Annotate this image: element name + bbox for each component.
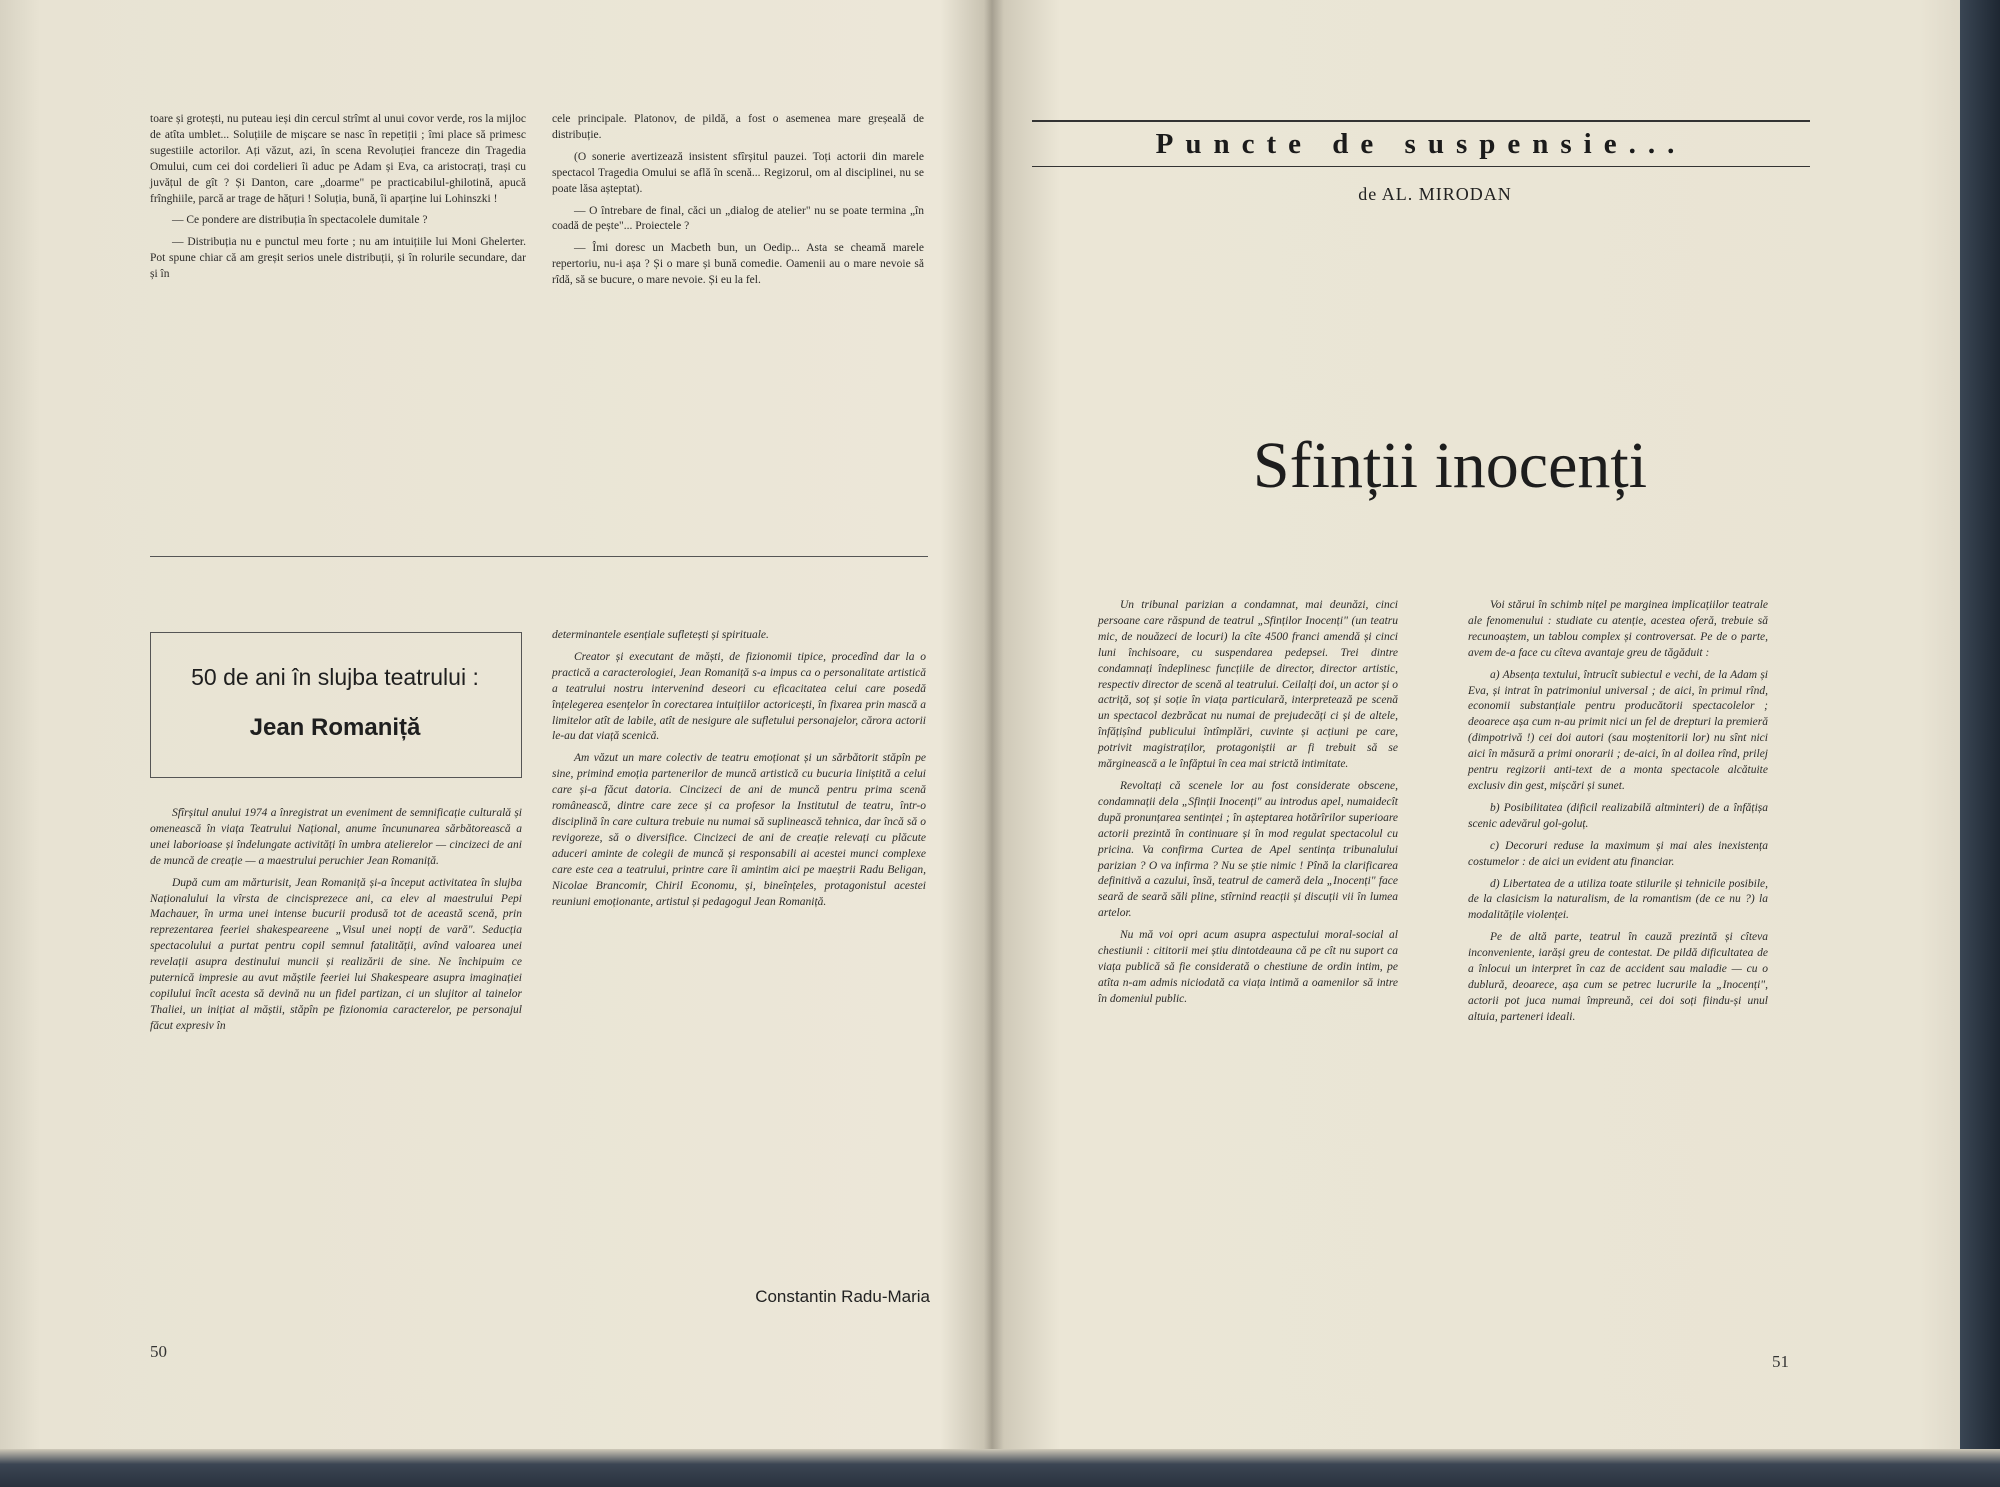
- right-column-2: [1468, 598, 1768, 1032]
- paragraph: Un tribunal parizian a condamnat, mai deunăzi, cinci persoane care răspund de teatrul „Sfinților Inocenți" (un teatru mic, de nouăzeci de locuri) la cîte 4500 franci amendă și cinci luni închisoare, cu suspendarea pedepsei. Trei dintre condamnați îndeplinesc funcțiile de director, director artistic, respectiv director de scenă al teatrului. Ceilalți doi, un actor și o actriță, soț și soție în viața particulară, interpretează pe scenă un spectacol dezbrăcat nu numai de prejudecăți ci și de altele, înfățișînd publicului întîmplări, cuvinte și acțiuni pe care, potrivit magistraților, protagoniștii ar fi trebuit să se mărginească a le înfăptui în cea mai strictă intimitate.: [1098, 599, 1398, 771]
- paragraph: (O sonerie avertizează insistent sfîrșitul pauzei. Toți actorii din marele spectacol Tragedia Omului se află în scenă... Regizorul, om al disciplinei, nu se poate lăsa așteptat).: [552, 150, 924, 195]
- paragraph: Voi stărui în schimb nițel pe marginea implicațiilor teatrale ale fenomenului : studiate cu atenție, acestea oferă, trebuie să recunoaștem, un tablou complex și controversat. Pe de o parte, avem de-a face cu cîteva avantaje greu de tăgăduit :: [1468, 599, 1768, 659]
- article-title-name: Jean Romaniță: [249, 714, 421, 741]
- section-divider: [150, 556, 928, 557]
- paragraph: Pe de altă parte, teatrul în cauză prezintă și cîteva inconveniente, iarăși greu de contestat. De pildă dificultatea de a înlocui un interpret în caz de accident sau maladie — cu o dublură, deoarece, așa cum se petrec lucrurile la „Inocenți", actorii pot juca numai împreună, cei doi soți fiindu-și unul altuia, parteneri ideali.: [1468, 931, 1768, 1023]
- page-number-right: 51: [1772, 1352, 1789, 1371]
- paragraph: a) Absența textului, întrucît subiectul e vechi, de la Adam și Eva, și intrat în patrimoniul universal ; de aici, în primul rînd, economii substanțiale pentru producătorii spectacolelor ; deoarece așa cum n-au primit nici un fel de drepturi la premieră (dimpotrivă !) cei doi autori (sau moștenitorii lor) nu sînt nici aici în măsură a primi onorarii ; de-aici, în al doilea rînd, prilej pentru regizorii anti-text de a monta spectacole alcătuite exclusiv din gest, mișcări și sunet.: [1468, 668, 1768, 792]
- paragraph: Am văzut un mare colectiv de teatru emoționat și un sărbătorit stăpîn pe sine, primind emoția partenerilor de muncă artistică cu bucuria liniștită a celui care și-a făcut datoria. Cincizeci de ani de muncă pentru prima scenă românească, dintre care zece și ca profesor la Institutul de teatru, într-o disciplină în care cultura trebuie nu numai să suplinească tehnica, dar încă să o revigoreze, să o diversifice. Cincizeci de ani de creație relevați cu plăcute aduceri aminte de colegii de muncă și responsabili ai acestei munci complexe care este cea a teatrului, printre care îi amintim aici pe maeștrii Radu Beligan, Nicolae Brancomir, Chiril Economu, și, bineînțeles, protagonistul acestei reuniuni emoționante, artistul și pedagogul Jean Romaniță.: [552, 752, 926, 908]
- paragraph: b) Posibilitatea (dificil realizabilă altminteri) de a înfățișa scenic adevărul gol-goluț.: [1468, 801, 1768, 830]
- paragraph: cele principale. Platonov, de pildă, a fost o asemenea mare greșeală de distribuție.: [552, 113, 924, 141]
- paragraph: — Ce pondere are distribuția în spectacolele dumitale ?: [172, 214, 428, 227]
- page-number-left: 50: [150, 1342, 167, 1361]
- book-binding-edge: [1960, 0, 2000, 1487]
- paragraph: determinantele esențiale sufletești și spirituale.: [552, 629, 769, 641]
- paragraph: toare și grotești, nu puteau ieși din cercul strîmt al unui covor verde, ros la mijloc de atîta umblet... Soluțiile de mișcare se nasc în repetiții ; îmi place să primesc sugestiile actorilor. Ați văzut, azi, în scena Revoluției franceze din Tragedia Omului, cum cei doi cordelieri îi aduc pe Adam și Eva, ca aristocrați, trași cu juvățul de gît ? Și Danton, care „doarme" pe practicabilul-ghilotină, apucă frînghiile, parcă ar trage de hățuri ! Soluția, bună, îi aparține lui Lohinszki !: [150, 113, 526, 205]
- paragraph: După cum am mărturisit, Jean Romaniță și-a început activitatea în slujba Naționalului la vîrsta de cincisprezece ani, ca elev al maestrului Pepi Machauer, în urma unei intense bucurii produsă tot de această scenă, prin reprezentarea feeriei shakespeareene „Visul unei nopți de vară". Seducția spectacolului a purtat pentru copil semnul fatalității, avînd valoarea unei revelații asupra destinului muncii și realizării de sine. Ne închipuim ce puternică impresie au avut măștile feeriei lui Shakespeare asupra imaginației copilului încît acesta să devină nu un fidel partizan, ci un slujitor al tainelor Thaliei, un inițiat al măștii, stăpîn pe fizionomia caracterelor, pe personajul făcut expresiv în: [150, 876, 522, 1032]
- article-signature: Constantin Radu-Maria: [755, 1287, 930, 1306]
- paragraph: — Îmi doresc un Macbeth bun, un Oedip... Asta se cheamă marele repertoriu, nu-i așa ? Și o mare și bună comedie. Oamenii au o mare nevoie să rîdă, să se bucure, o mare nevoie. Și eu la fel.: [552, 242, 924, 287]
- banner-title: Puncte de suspensie...: [1155, 128, 1687, 160]
- left-bottom-column-2: [552, 628, 926, 916]
- paragraph: d) Libertatea de a utiliza toate stilurile și tehnicile posibile, de la clasicism la naturalism, de la romantism (de ce nu ?) la modalitățile violenței.: [1468, 877, 1768, 922]
- paragraph: Revoltați că scenele lor au fost considerate obscene, condamnații dela „Sfinții Inocenți" au introdus apel, numaidecît după pronunțarea sentinței ; în așteptarea hotărîrilor superioare actorii prezintă în continuare și în mod regulat spectacolul cu pricina. Va confirma Curtea de Apel sentința tribunalului parizian ? O va infirma ? Nu se știe nimic ! Pînă la clarificarea definitivă a cazului, însă, teatrul de cameră dela „Inocenți" face seară de seară săli pline, stîrnind reacții și discuții vii în lumea artelor.: [1098, 779, 1398, 920]
- left-top-column-2: [552, 112, 924, 295]
- article-title-box: [150, 632, 522, 778]
- left-top-column-1: [150, 112, 526, 289]
- article-title: Sfinții inocenți: [1252, 429, 1648, 502]
- book-bottom-edge: [0, 1449, 2000, 1487]
- author-byline: de AL. MIRODAN: [1358, 184, 1512, 204]
- paragraph: — O întrebare de final, căci un „dialog de atelier" nu se poate termina „în coadă de pește"... Proiectele ?: [552, 204, 924, 233]
- left-bottom-column-1: [150, 806, 522, 1041]
- section-banner: [1032, 120, 1810, 167]
- paragraph: c) Decoruri reduse la maximum și mai ales inexistența costumelor : de aici un evident atu financiar.: [1468, 839, 1768, 868]
- right-column-1: [1098, 598, 1398, 1014]
- paragraph: Nu mă voi opri acum asupra aspectului moral-social al chestiunii : cititorii mei știu dintotdeauna că pe cît nu suport ca viața publică să fie considerată o chestiune de ordin intim, pe atîta n-am admis niciodată ca viața intimă a oamenilor să intre în domeniul public.: [1098, 929, 1398, 1005]
- article-title-line1: 50 de ani în slujba teatrului :: [191, 664, 479, 690]
- paragraph: Sfîrșitul anului 1974 a înregistrat un eveniment de semnificație culturală și omenească în viața Teatrului Național, anume încununarea sărbătorească a unei laborioase și îndelungate activități în umbra atelierelor — cincizeci de ani de muncă de creație — a maestrului peruchier Jean Romaniță.: [150, 807, 522, 867]
- paragraph: Creator și executant de măști, de fizionomii tipice, procedînd dar la o practică a caracterologiei, Jean Romaniță s-a impus ca o personalitate artistică a teatrului nostru intervenind deseori cu eficacitatea celui care posedă înțelegerea esențelor în corectarea intuițiilor actoricești, în fixarea prin mască a limitelor atît de labile, atît de nesigure ale sufletului personajelor, cărora actorii le-au dat viață scenică.: [552, 650, 926, 743]
- paragraph: — Distribuția nu e punctul meu forte ; nu am intuițiile lui Moni Ghelerter. Pot spune chiar că am greșit serios unele distribuții, și în rolurile secundare, dar și în: [150, 236, 526, 281]
